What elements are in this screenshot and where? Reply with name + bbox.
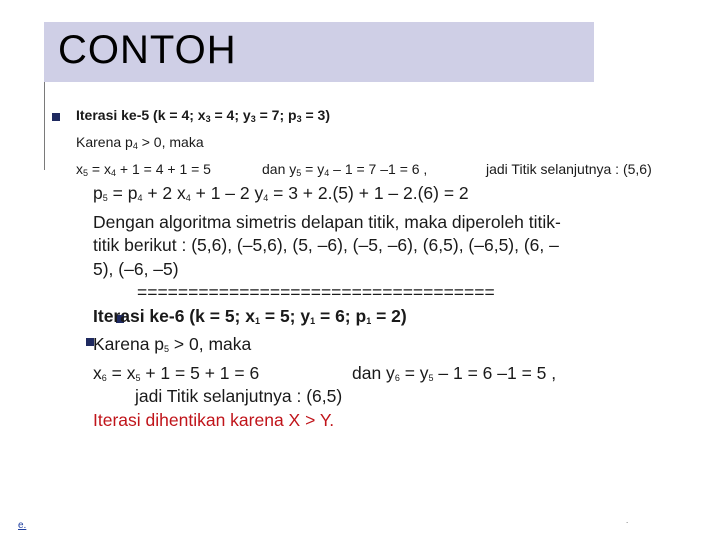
x-update: $x_5 = x_4 + 1 = 4 + 1 = 5$ (76, 161, 211, 178)
footer-link[interactable]: e. (18, 520, 27, 531)
iteration-6-result (93, 362, 561, 386)
y-update: dan $y_5 = y_4 - 1 = 7$ –1 = 6 , (262, 161, 428, 178)
bullet-icon (52, 113, 60, 121)
symmetry-line-2: titik berikut : (5,6), (–5,6), (5, –6), (–5, –6), (6,5), (–6,5), (6, – (93, 235, 559, 255)
x-update: $x_6 = x_5 + 1 = 5 + 1 = 6$ (93, 362, 260, 383)
next-point: jadi Titik selanjutnya : (5,6) (486, 161, 652, 177)
iteration-6-heading: Iterasi ke-6 (k = 5; $x_1 = 5$; $y_1 = 6$; $p_1 = 2$) (93, 305, 407, 326)
title-banner (44, 22, 594, 82)
iteration-5-block (76, 104, 652, 181)
title-divider-line (44, 82, 45, 170)
iteration-5-heading: Iterasi ke-5 (k = 4; $x_3 = 4$; $y_3 = 7$; $p_3 = 3$) (76, 107, 330, 124)
page-title: CONTOH (58, 28, 237, 72)
footer-mark: . (626, 516, 629, 525)
p-formula: $p_5 = p_4 + 2$ $x_4 + 1 - 2$ $y_4 = 3 + 2.(5) + 1 - 2.(6) = 2$ (93, 183, 469, 203)
separator-line: =================================== (137, 282, 495, 302)
iteration-5-result (76, 158, 652, 181)
symmetry-line-3: 5), (–6, –5) (93, 258, 179, 279)
iteration-6-block (93, 182, 561, 432)
next-point: jadi Titik selanjutnya : (6,5) (135, 386, 343, 406)
iteration-6-condition: Karena $p_5 > 0$, maka (93, 334, 252, 354)
symmetry-line-1: Dengan algoritma simetris delapan titik, maka diperoleh titik- (93, 211, 561, 232)
y-update: dan $y_6 = y_5 - 1 = 6$ –1 = 5 , (352, 362, 557, 383)
stop-condition: Iterasi dihentikan karena X > Y. (93, 409, 335, 430)
iteration-5-condition: Karena $p_4 > 0$, maka (76, 134, 204, 151)
